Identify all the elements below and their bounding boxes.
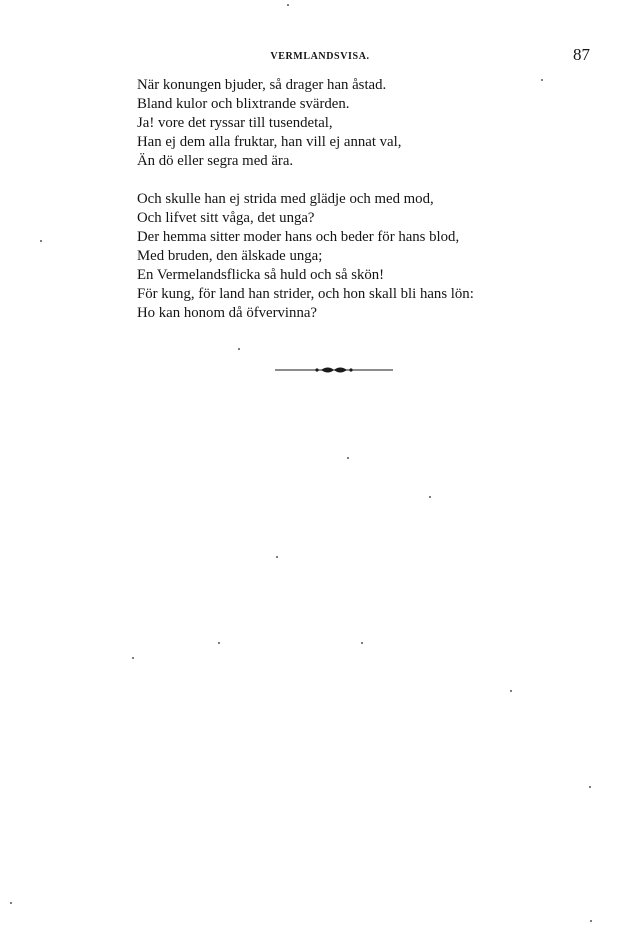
tailpiece-rule-ornament-icon xyxy=(275,362,393,378)
scan-speck xyxy=(218,642,220,644)
page-number: 87 xyxy=(573,45,590,64)
scan-speck xyxy=(541,79,543,81)
poem xyxy=(137,76,557,342)
poem-line: För kung, för land han strider, och hon skall bli hans lön: xyxy=(137,286,474,302)
poem-line: Bland kulor och blixtrande svärden. xyxy=(137,96,350,112)
scan-speck xyxy=(132,657,134,659)
scan-speck xyxy=(510,690,512,692)
poem-line: En Vermelandsflicka så huld och så skön! xyxy=(137,267,385,283)
scan-speck xyxy=(287,4,289,6)
poem-line: Och skulle han ej strida med glädje och med mod, xyxy=(137,191,434,207)
poem-line: Med bruden, den älskade unga; xyxy=(137,248,323,264)
scan-speck xyxy=(361,642,363,644)
scan-speck xyxy=(40,240,42,242)
poem-line: Han ej dem alla fruktar, han vill ej annat val, xyxy=(137,134,402,150)
scan-speck xyxy=(238,348,240,350)
scan-speck xyxy=(10,902,12,904)
stanza-2 xyxy=(137,190,557,323)
scan-speck xyxy=(276,556,278,558)
poem-line: När konungen bjuder, så drager han åstad. xyxy=(137,77,387,93)
running-head: VERMLANDSVISA. xyxy=(270,51,370,62)
scan-speck xyxy=(590,920,592,922)
poem-line: Och lifvet sitt våga, det unga? xyxy=(137,210,315,226)
poem-line: Än dö eller segra med ära. xyxy=(137,153,294,169)
scan-speck xyxy=(589,786,591,788)
scan-speck xyxy=(347,457,349,459)
stanza-1 xyxy=(137,76,557,171)
scan-speck xyxy=(429,496,431,498)
poem-line: Der hemma sitter moder hans och beder för hans blod, xyxy=(137,229,460,245)
poem-line: Ho kan honom då öfvervinna? xyxy=(137,305,317,321)
poem-line: Ja! vore det ryssar till tusendetal, xyxy=(137,115,333,131)
